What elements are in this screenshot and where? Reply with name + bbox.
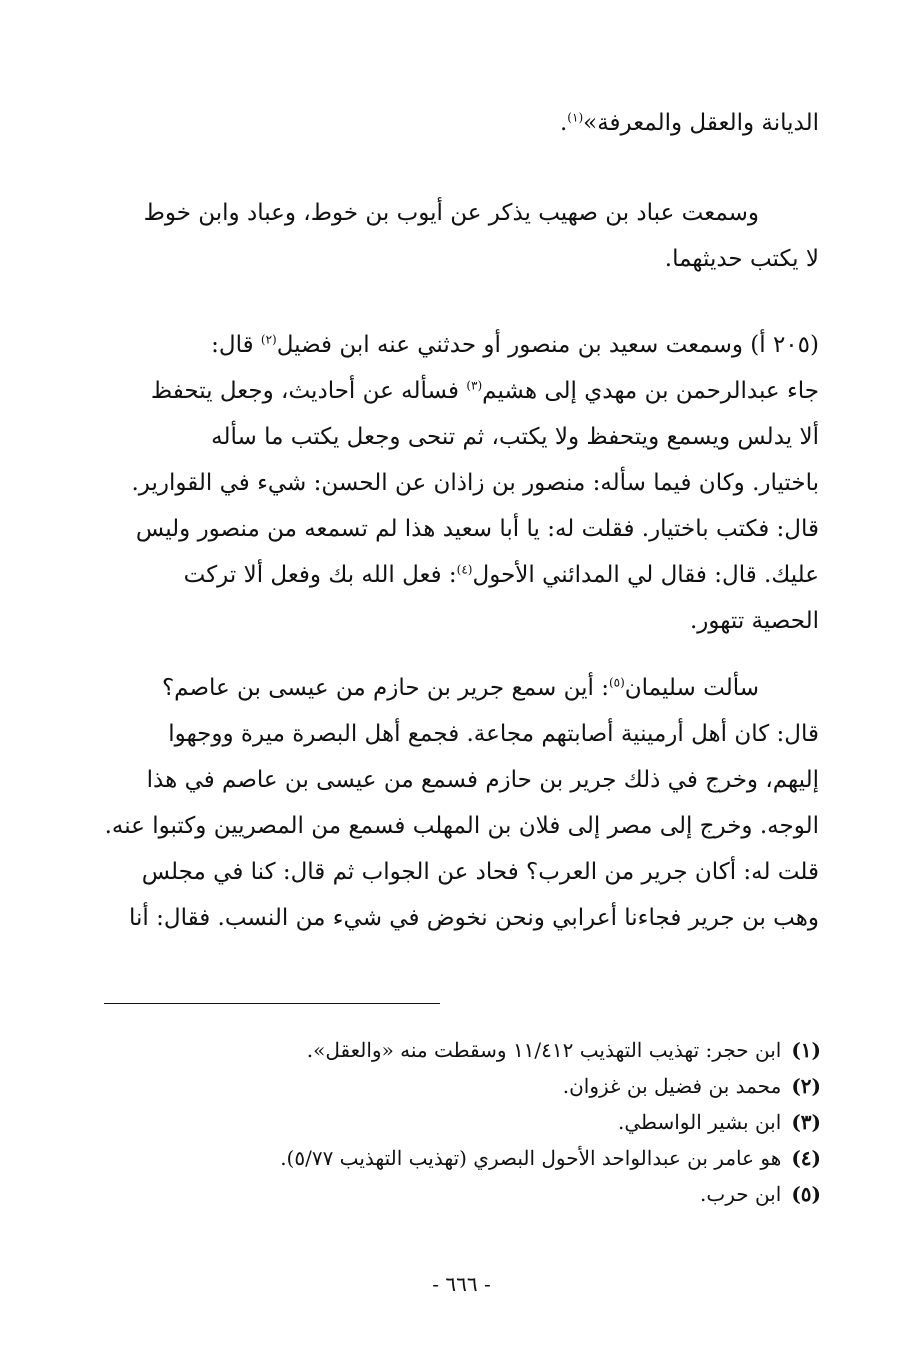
footnote-ref: (٣) [466, 378, 483, 393]
footnote-text: ابن حجر: تهذيب التهذيب ١١/٤١٢ وسقطت منه «والعقل». [306, 1038, 782, 1062]
paragraph-2 [119, 190, 819, 282]
footnote-divider [104, 1003, 440, 1004]
text-line: قلت له: أكان جرير من العرب؟ فحاد عن الجواب ثم قال: كنا في مجلس [141, 859, 819, 885]
footnote-number: (١) [791, 1038, 821, 1062]
footnotes [121, 1032, 821, 1212]
footnote-text: ابن بشير الواسطي. [618, 1110, 782, 1134]
paragraph-4 [104, 665, 819, 941]
text-line: جاء عبدالرحمن بن مهدي إلى هشيم$^{(٣)}$ فسأله عن أحاديث، وجعل يتحفظ [150, 378, 819, 404]
paragraph-3 [119, 322, 819, 644]
text-line: باختيار. وكان فيما سأله: منصور بن زاذان عن الحسن: شيء في القوارير. [131, 470, 819, 496]
footnote-number: (٤) [791, 1146, 821, 1170]
footnote-ref: (١) [567, 110, 584, 125]
text-line: وسمعت عباد بن صهيب يذكر عن أيوب بن خوط، وعباد وابن خوط [143, 200, 759, 226]
footnote-item [121, 1140, 821, 1176]
paragraph-1 [119, 100, 819, 146]
footnote-ref: (٢) [260, 332, 277, 347]
footnote-ref: (٥) [608, 675, 625, 690]
text-line: قال: فكتب باختيار. فقلت له: يا أبا سعيد هذا لم تسمعه من منصور وليس [135, 516, 819, 542]
text-line: لا يكتب حديثهما. [664, 246, 819, 272]
footnote-ref: (٤) [456, 562, 473, 577]
text-line: الوجه. وخرج إلى مصر إلى فلان بن المهلب فسمع من المصريين وكتبوا عنه. [104, 813, 819, 839]
footnote-number: (٥) [791, 1182, 821, 1206]
footnote-item [121, 1104, 821, 1140]
page-number: - ٦٦٦ - [432, 1272, 491, 1296]
text-line: عليك. قال: فقال لي المدائني الأحول$^{(٤)}$: فعل الله بك وفعل ألا تركت [183, 562, 819, 588]
footnote-item [121, 1032, 821, 1068]
text-line: الديانة والعقل والمعرفة»$^{(١)}$. [559, 110, 819, 136]
footnote-number: (٢) [791, 1074, 821, 1098]
footnote-text: ابن حرب. [700, 1182, 782, 1206]
text-line: (٢٠٥ أ) وسمعت سعيد بن منصور أو حدثني عنه ابن فضيل$^{(٢)}$ قال: [211, 332, 819, 358]
text-line: الحصية تتهور. [689, 608, 819, 634]
footnote-text: هو عامر بن عبدالواحد الأحول البصري (تهذيب التهذيب ٥/٧٧). [280, 1146, 782, 1170]
footnote-item [121, 1068, 821, 1104]
text-line: ألا يدلس ويسمع ويتحفظ ولا يكتب، ثم تنحى وجعل يكتب ما سأله [211, 424, 819, 450]
text-line: قال: كان أهل أرمينية أصابتهم مجاعة. فجمع أهل البصرة ميرة ووجهوا [168, 721, 819, 747]
text-line: إليهم، وخرج في ذلك جرير بن حازم فسمع من عيسى بن عاصم في هذا [146, 767, 819, 793]
footnote-number: (٣) [791, 1110, 821, 1134]
footnote-item [121, 1176, 821, 1212]
footnote-text: محمد بن فضيل بن غزوان. [562, 1074, 782, 1098]
text-line: وهب بن جرير فجاءنا أعرابي ونحن نخوض في شيء من النسب. فقال: أنا [129, 905, 819, 931]
text-line: سألت سليمان$^{(٥)}$: أين سمع جرير بن حازم من عيسى بن عاصم؟ [161, 675, 759, 701]
